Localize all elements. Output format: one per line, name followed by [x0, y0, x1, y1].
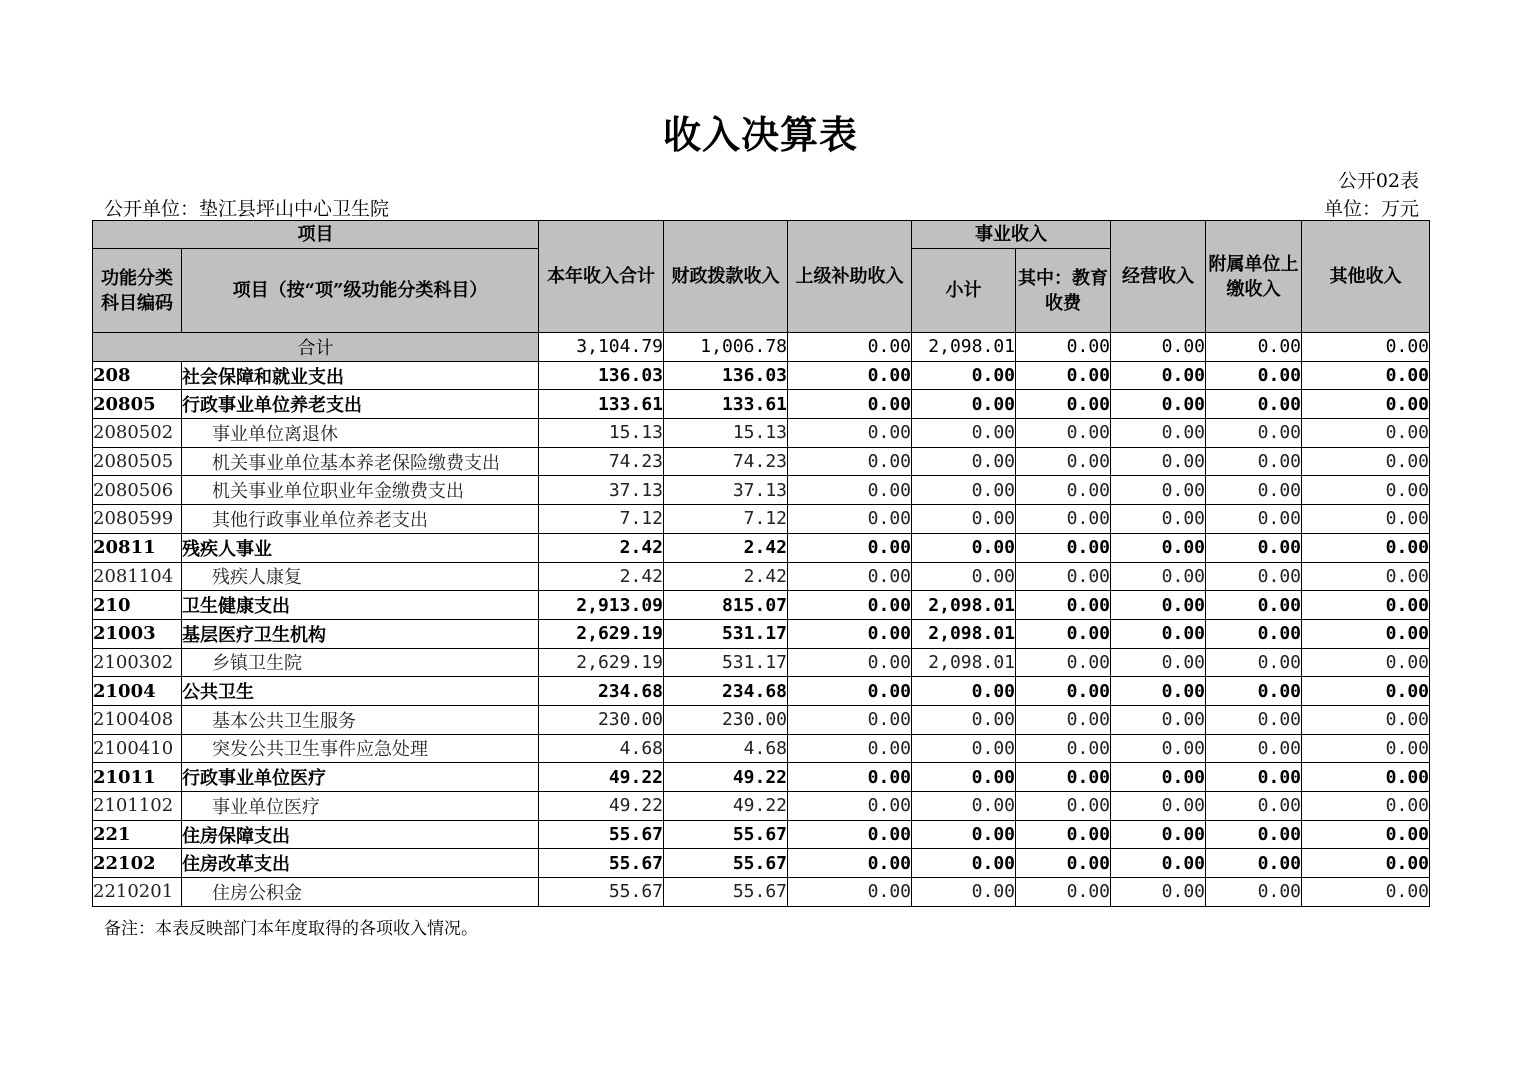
- row-value: 815.07: [664, 591, 788, 620]
- row-value: 2,098.01: [912, 648, 1016, 677]
- row-value: 0.00: [1206, 533, 1302, 562]
- row-value: 0.00: [912, 705, 1016, 734]
- table-header: [93, 221, 1430, 333]
- row-value: 0.00: [1111, 792, 1206, 821]
- row-value: 55.67: [664, 820, 788, 849]
- row-name: 住房公积金: [182, 878, 539, 907]
- table-row: [93, 390, 1430, 419]
- row-name: 卫生健康支出: [182, 591, 539, 620]
- reporting-unit: 公开单位：垫江县坪山中心卫生院: [104, 198, 390, 220]
- row-code: 20805: [93, 390, 182, 419]
- row-code: 2080502: [93, 419, 182, 448]
- row-value: 0.00: [1206, 734, 1302, 763]
- row-value: 0.00: [788, 763, 912, 792]
- row-value: 133.61: [664, 390, 788, 419]
- row-value: 0.00: [912, 734, 1016, 763]
- row-value: 0.00: [1302, 878, 1430, 907]
- row-name: 乡镇卫生院: [182, 648, 539, 677]
- row-value: 49.22: [664, 763, 788, 792]
- header-superior: 上级补助收入: [788, 221, 912, 333]
- row-value: 0.00: [1111, 763, 1206, 792]
- header-business-income: 事业收入: [912, 221, 1111, 249]
- row-value: 0.00: [1111, 447, 1206, 476]
- money-unit: 单位：万元: [1323, 198, 1419, 220]
- row-value: 0.00: [1016, 419, 1111, 448]
- row-value: 0.00: [1206, 390, 1302, 419]
- row-value: 531.17: [664, 619, 788, 648]
- row-value: 0.00: [1206, 820, 1302, 849]
- table-row: [93, 533, 1430, 562]
- row-value: 0.00: [1016, 533, 1111, 562]
- row-value: 2.42: [539, 533, 664, 562]
- table-row: [93, 476, 1430, 505]
- row-value: 0.00: [1302, 447, 1430, 476]
- row-value: 0.00: [1111, 820, 1206, 849]
- row-value: 0.00: [912, 447, 1016, 476]
- row-name: 机关事业单位基本养老保险缴费支出: [182, 447, 539, 476]
- row-value: 0.00: [912, 419, 1016, 448]
- row-name: 公共卫生: [182, 677, 539, 706]
- header-func-code: 功能分类科目编码: [93, 249, 182, 333]
- row-value: 0.00: [1206, 447, 1302, 476]
- page-title: 收入决算表: [662, 112, 858, 157]
- total-cell: 2,098.01: [912, 333, 1016, 362]
- row-value: 0.00: [1302, 734, 1430, 763]
- row-value: 0.00: [1206, 419, 1302, 448]
- footnote: 备注：本表反映部门本年度取得的各项收入情况。: [104, 919, 478, 939]
- row-value: 0.00: [912, 763, 1016, 792]
- row-value: 0.00: [788, 677, 912, 706]
- row-code: 210: [93, 591, 182, 620]
- row-value: 0.00: [1016, 849, 1111, 878]
- row-value: 133.61: [539, 390, 664, 419]
- row-value: 0.00: [788, 619, 912, 648]
- row-value: 0.00: [1016, 361, 1111, 390]
- total-cell: 0.00: [1111, 333, 1206, 362]
- row-value: 0.00: [788, 648, 912, 677]
- header-project-name: 项目（按“项”级功能分类科目）: [182, 249, 539, 333]
- income-table: [92, 220, 1430, 907]
- row-value: 0.00: [788, 591, 912, 620]
- table-row: [93, 820, 1430, 849]
- row-value: 0.00: [1111, 705, 1206, 734]
- row-value: 0.00: [912, 505, 1016, 534]
- row-value: 55.67: [539, 849, 664, 878]
- row-value: 0.00: [1302, 820, 1430, 849]
- header-operating: 经营收入: [1111, 221, 1206, 333]
- row-value: 0.00: [788, 734, 912, 763]
- row-code: 21003: [93, 619, 182, 648]
- row-value: 0.00: [1111, 591, 1206, 620]
- row-value: 0.00: [1302, 533, 1430, 562]
- row-value: 0.00: [1206, 591, 1302, 620]
- row-value: 0.00: [1111, 849, 1206, 878]
- row-code: 2100302: [93, 648, 182, 677]
- row-value: 74.23: [539, 447, 664, 476]
- header-total-income: 本年收入合计: [539, 221, 664, 333]
- row-value: 15.13: [539, 419, 664, 448]
- row-value: 0.00: [1206, 878, 1302, 907]
- row-value: 0.00: [1206, 763, 1302, 792]
- table-row: [93, 447, 1430, 476]
- row-value: 0.00: [1206, 476, 1302, 505]
- row-value: 0.00: [1302, 390, 1430, 419]
- row-value: 0.00: [788, 447, 912, 476]
- row-value: 0.00: [1111, 734, 1206, 763]
- row-code: 208: [93, 361, 182, 390]
- row-value: 234.68: [539, 677, 664, 706]
- row-value: 0.00: [912, 878, 1016, 907]
- form-number: 公开02表: [1337, 170, 1419, 192]
- row-value: 0.00: [1302, 419, 1430, 448]
- row-value: 15.13: [664, 419, 788, 448]
- row-value: 0.00: [1016, 562, 1111, 591]
- row-code: 2080505: [93, 447, 182, 476]
- total-label: 合计: [93, 333, 539, 362]
- total-cell: 0.00: [788, 333, 912, 362]
- row-value: 0.00: [1111, 419, 1206, 448]
- row-value: 0.00: [1111, 476, 1206, 505]
- row-value: 4.68: [664, 734, 788, 763]
- row-value: 0.00: [1206, 562, 1302, 591]
- row-value: 0.00: [1111, 390, 1206, 419]
- table-row: [93, 763, 1430, 792]
- row-value: 49.22: [664, 792, 788, 821]
- row-value: 0.00: [1111, 533, 1206, 562]
- total-cell: 1,006.78: [664, 333, 788, 362]
- row-value: 55.67: [664, 878, 788, 907]
- total-cell: 3,104.79: [539, 333, 664, 362]
- row-value: 0.00: [1111, 648, 1206, 677]
- total-row: [93, 333, 1430, 362]
- row-value: 0.00: [912, 562, 1016, 591]
- row-name: 突发公共卫生事件应急处理: [182, 734, 539, 763]
- row-name: 社会保障和就业支出: [182, 361, 539, 390]
- row-value: 0.00: [1016, 878, 1111, 907]
- row-value: 531.17: [664, 648, 788, 677]
- row-value: 0.00: [788, 505, 912, 534]
- row-code: 2080506: [93, 476, 182, 505]
- row-value: 2,913.09: [539, 591, 664, 620]
- total-cell: 0.00: [1016, 333, 1111, 362]
- row-value: 37.13: [539, 476, 664, 505]
- row-value: 234.68: [664, 677, 788, 706]
- row-value: 0.00: [912, 820, 1016, 849]
- row-code: 20811: [93, 533, 182, 562]
- row-value: 0.00: [1302, 619, 1430, 648]
- row-value: 0.00: [788, 562, 912, 591]
- row-value: 55.67: [539, 820, 664, 849]
- header-other: 其他收入: [1302, 221, 1430, 333]
- row-value: 0.00: [1016, 820, 1111, 849]
- row-value: 0.00: [788, 390, 912, 419]
- row-value: 0.00: [912, 361, 1016, 390]
- row-value: 0.00: [1206, 505, 1302, 534]
- row-value: 0.00: [788, 361, 912, 390]
- row-value: 0.00: [788, 705, 912, 734]
- row-name: 基层医疗卫生机构: [182, 619, 539, 648]
- table-row: [93, 591, 1430, 620]
- row-name: 残疾人事业: [182, 533, 539, 562]
- row-value: 136.03: [664, 361, 788, 390]
- row-code: 221: [93, 820, 182, 849]
- row-value: 230.00: [539, 705, 664, 734]
- row-value: 2,098.01: [912, 619, 1016, 648]
- row-value: 230.00: [664, 705, 788, 734]
- total-cell: 0.00: [1206, 333, 1302, 362]
- row-name: 事业单位离退休: [182, 419, 539, 448]
- row-name: 事业单位医疗: [182, 792, 539, 821]
- row-code: 2081104: [93, 562, 182, 591]
- row-name: 行政事业单位养老支出: [182, 390, 539, 419]
- total-cell: 0.00: [1302, 333, 1430, 362]
- row-value: 0.00: [1016, 390, 1111, 419]
- row-value: 0.00: [788, 849, 912, 878]
- row-value: 0.00: [1302, 591, 1430, 620]
- row-value: 4.68: [539, 734, 664, 763]
- row-value: 0.00: [1206, 705, 1302, 734]
- row-value: 0.00: [1302, 849, 1430, 878]
- row-value: 0.00: [1302, 648, 1430, 677]
- row-value: 0.00: [1302, 505, 1430, 534]
- row-value: 49.22: [539, 792, 664, 821]
- row-value: 0.00: [1302, 792, 1430, 821]
- table-row: [93, 619, 1430, 648]
- row-value: 0.00: [1016, 591, 1111, 620]
- table-row: [93, 648, 1430, 677]
- row-value: 0.00: [1016, 677, 1111, 706]
- row-value: 0.00: [1016, 476, 1111, 505]
- row-value: 0.00: [1302, 705, 1430, 734]
- row-value: 37.13: [664, 476, 788, 505]
- row-value: 55.67: [539, 878, 664, 907]
- row-value: 0.00: [912, 792, 1016, 821]
- row-code: 2101102: [93, 792, 182, 821]
- row-value: 55.67: [664, 849, 788, 878]
- row-value: 0.00: [1111, 619, 1206, 648]
- row-value: 0.00: [1111, 361, 1206, 390]
- row-name: 机关事业单位职业年金缴费支出: [182, 476, 539, 505]
- row-value: 0.00: [912, 390, 1016, 419]
- row-value: 0.00: [1016, 734, 1111, 763]
- row-value: 0.00: [788, 419, 912, 448]
- table-row: [93, 562, 1430, 591]
- row-value: 0.00: [1302, 763, 1430, 792]
- row-value: 0.00: [912, 533, 1016, 562]
- row-value: 136.03: [539, 361, 664, 390]
- row-code: 2100410: [93, 734, 182, 763]
- header-affiliated: 附属单位上缴收入: [1206, 221, 1302, 333]
- row-name: 住房保障支出: [182, 820, 539, 849]
- row-value: 2.42: [664, 533, 788, 562]
- row-value: 0.00: [1302, 476, 1430, 505]
- table-row: [93, 849, 1430, 878]
- row-value: 7.12: [664, 505, 788, 534]
- row-value: 0.00: [1016, 447, 1111, 476]
- row-value: 0.00: [1016, 792, 1111, 821]
- table-body: [93, 333, 1430, 907]
- row-value: 2,629.19: [539, 648, 664, 677]
- row-name: 基本公共卫生服务: [182, 705, 539, 734]
- row-value: 0.00: [912, 849, 1016, 878]
- row-code: 2210201: [93, 878, 182, 907]
- row-code: 2080599: [93, 505, 182, 534]
- row-value: 0.00: [1016, 705, 1111, 734]
- row-value: 0.00: [1206, 619, 1302, 648]
- table-row: [93, 792, 1430, 821]
- row-value: 0.00: [1206, 849, 1302, 878]
- row-value: 0.00: [788, 533, 912, 562]
- row-value: 2,098.01: [912, 591, 1016, 620]
- row-code: 21011: [93, 763, 182, 792]
- row-value: 0.00: [1206, 361, 1302, 390]
- header-education: 其中：教育收费: [1016, 249, 1111, 333]
- row-value: 0.00: [912, 476, 1016, 505]
- header-fiscal: 财政拨款收入: [664, 221, 788, 333]
- row-value: 0.00: [1206, 792, 1302, 821]
- row-value: 2.42: [664, 562, 788, 591]
- row-code: 2100408: [93, 705, 182, 734]
- row-value: 0.00: [1302, 562, 1430, 591]
- table-row: [93, 677, 1430, 706]
- row-value: 0.00: [1016, 505, 1111, 534]
- header-project: 项目: [93, 221, 539, 249]
- table-row: [93, 361, 1430, 390]
- row-value: 7.12: [539, 505, 664, 534]
- row-value: 0.00: [1016, 648, 1111, 677]
- row-value: 49.22: [539, 763, 664, 792]
- row-value: 0.00: [1302, 677, 1430, 706]
- row-value: 0.00: [1206, 648, 1302, 677]
- table-row: [93, 878, 1430, 907]
- row-value: 0.00: [1016, 619, 1111, 648]
- row-value: 0.00: [788, 476, 912, 505]
- row-value: 0.00: [1206, 677, 1302, 706]
- row-code: 21004: [93, 677, 182, 706]
- table-row: [93, 734, 1430, 763]
- row-value: 74.23: [664, 447, 788, 476]
- row-value: 0.00: [1111, 878, 1206, 907]
- row-name: 住房改革支出: [182, 849, 539, 878]
- row-value: 0.00: [912, 677, 1016, 706]
- row-value: 0.00: [788, 792, 912, 821]
- row-value: 0.00: [1111, 677, 1206, 706]
- row-value: 0.00: [788, 820, 912, 849]
- row-value: 0.00: [788, 878, 912, 907]
- row-value: 0.00: [1302, 361, 1430, 390]
- table-row: [93, 419, 1430, 448]
- row-value: 0.00: [1111, 505, 1206, 534]
- row-name: 行政事业单位医疗: [182, 763, 539, 792]
- row-name: 其他行政事业单位养老支出: [182, 505, 539, 534]
- row-name: 残疾人康复: [182, 562, 539, 591]
- row-value: 2,629.19: [539, 619, 664, 648]
- table-row: [93, 505, 1430, 534]
- row-value: 0.00: [1016, 763, 1111, 792]
- table-row: [93, 705, 1430, 734]
- row-value: 2.42: [539, 562, 664, 591]
- header-subtotal: 小计: [912, 249, 1016, 333]
- row-code: 22102: [93, 849, 182, 878]
- row-value: 0.00: [1111, 562, 1206, 591]
